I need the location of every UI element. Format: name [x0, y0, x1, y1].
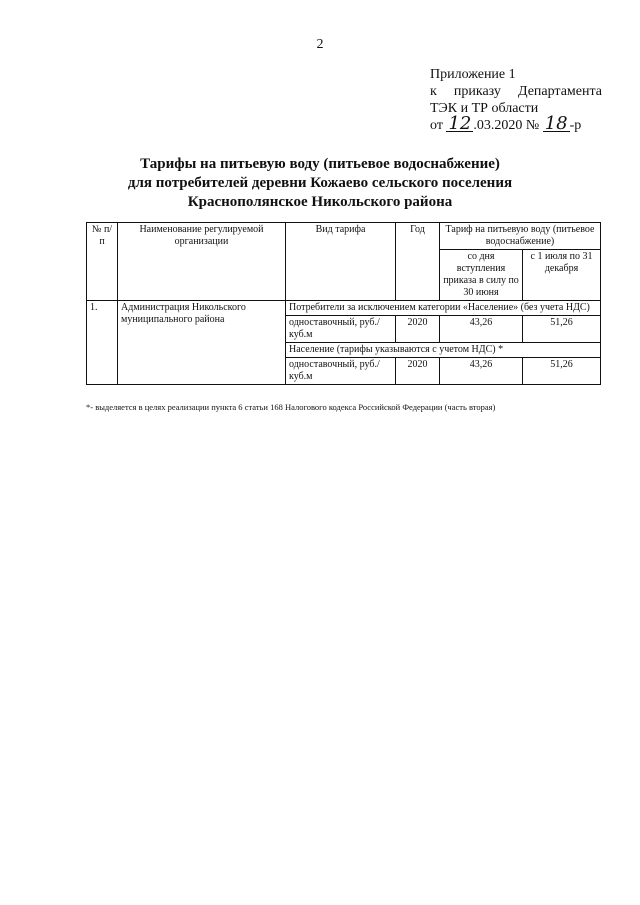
group2-period-2: 51,26 — [523, 358, 601, 385]
group1-label: Потребители за исключением категории «Население» (без учета НДС) — [286, 301, 601, 316]
row-num: 1. — [87, 301, 118, 385]
group1-year: 2020 — [396, 316, 440, 343]
document-title — [0, 155, 640, 212]
header-tariff: Тариф на питьевую воду (питьевое водоснабжение) — [440, 223, 601, 250]
footnote: *- выделяется в целях реализации пункта 6 статьи 168 Налогового кодекса Российской Федерации (часть вторая) — [86, 402, 496, 412]
row-org: Администрация Никольского муниципального района — [118, 301, 286, 385]
handwritten-order-number: 18 — [544, 113, 568, 134]
header-type: Вид тарифа — [286, 223, 396, 301]
page-number: 2 — [316, 37, 324, 52]
group1-period-1: 43,26 — [440, 316, 523, 343]
order-suffix: -р — [569, 118, 582, 133]
tariff-table — [86, 222, 601, 385]
header-period-2: с 1 июля по 31 декабря — [523, 250, 601, 301]
group2-type: одноставочный, руб./куб.м — [286, 358, 396, 385]
appendix-order-word: приказу — [453, 84, 501, 99]
table-row — [87, 301, 601, 316]
group2-year: 2020 — [396, 358, 440, 385]
header-period-1: со дня вступления приказа в силу по 30 июня — [440, 250, 523, 301]
appendix-title: Приложение 1 — [430, 67, 516, 82]
table-header-row — [87, 223, 601, 250]
title-line-1: Тарифы на питьевую воду (питьевое водоснабжение) — [140, 156, 500, 172]
appendix-order-line — [430, 83, 602, 100]
appendix-dept-word: Департамента — [517, 84, 602, 99]
title-line-3: Краснополянское Никольского района — [187, 194, 453, 210]
appendix-header — [430, 66, 630, 134]
appendix-date-line — [430, 113, 630, 134]
group2-label: Население (тарифы указываются с учетом НДС) * — [286, 343, 601, 358]
appendix-k: к — [430, 84, 437, 99]
date-prefix: от — [430, 118, 443, 133]
header-org: Наименование регулируемой организации — [118, 223, 286, 301]
appendix-department: ТЭК и ТР области — [430, 101, 539, 116]
group1-period-2: 51,26 — [523, 316, 601, 343]
title-line-2: для потребителей деревни Кожаево сельского поселения — [127, 175, 513, 191]
group1-type: одноставочный, руб./куб.м — [286, 316, 396, 343]
header-year: Год — [396, 223, 440, 301]
date-rest: .03.2020 № — [473, 118, 540, 133]
handwritten-day: 12 — [448, 113, 472, 134]
header-num: № п/п — [87, 223, 118, 301]
group2-period-1: 43,26 — [440, 358, 523, 385]
